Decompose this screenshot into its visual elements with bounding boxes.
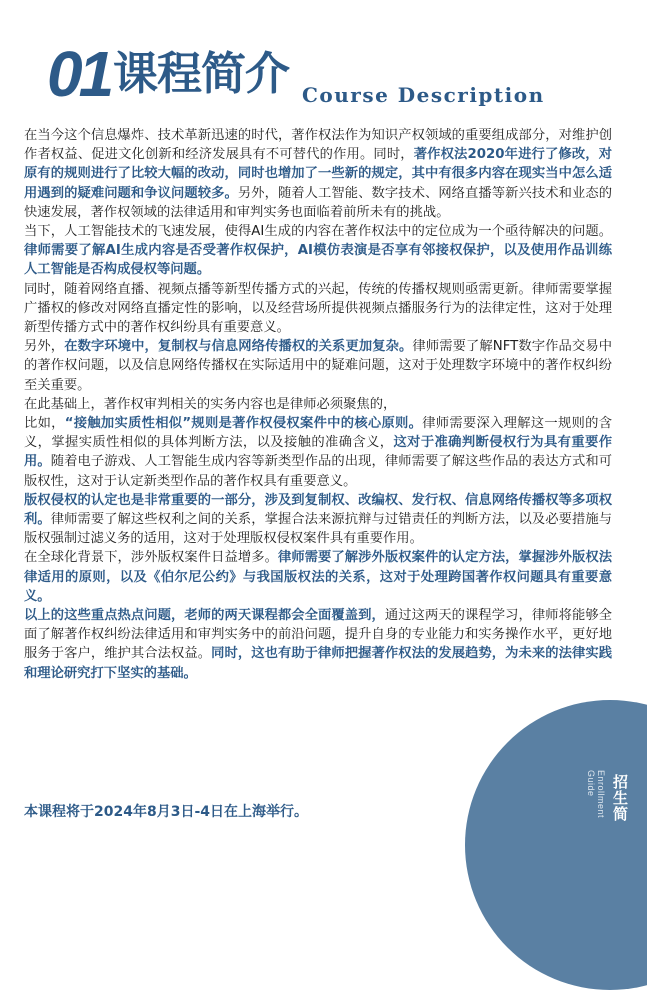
enrollment-brochure-label: 招生简 [611,774,629,822]
paragraph [24,222,612,280]
decorative-circle [465,700,647,990]
section-header [47,34,647,114]
body-text: 另外， [24,339,65,355]
course-description-body [24,126,612,683]
highlighted-text: 在数字环境中，复制权与信息网络传播权的关系更加复杂。 [64,339,413,355]
body-text: 律师需要了解这些权利之间的关系，掌握合法来源抗辩与过错责任的判断方法，以及必要措施与版权强制过滤义务的适用，这对于处理版权侵权案件具有重要作用。 [24,512,613,547]
paragraph [24,395,612,414]
paragraph [24,606,612,683]
highlighted-text: 律师需要了解涉外版权案件的认定方法，掌握涉外版权法律适用的原则，以及《伯尔尼公约》与我国版权法的关系，这对于处理跨国著作权问题具有重要意义。 [24,550,613,604]
section-number: 01 [47,38,111,110]
page-title: 课程简介 [113,47,290,100]
highlighted-text: 版权侵权的认定也是非常重要的一部分，涉及到复制权、改编权、发行权、信息网络传播权等多项权利。 [24,492,612,528]
highlighted-text: 著作权法2020年进行了修改，对原有的规则进行了比较大幅的改动，同时也增加了一些新的规定，其中有很多内容在现实当中怎么适用遇到的疑难问题和争议问题较多。 [24,147,613,201]
paragraph [24,548,612,606]
body-text: 随着电子游戏、人工智能生成内容等新类型作品的出现，律师需要了解这些作品的表达方式和可版权性，这对于认定新类型作品的著作权具有重要意义。 [24,454,613,489]
highlighted-text: 律师需要了解AI生成内容是否受著作权保护，AI模仿表演是否享有邻接权保护，以及使用作品训练人工智能是否构成侵权等问题。 [24,243,612,278]
highlighted-text: 同时，这也有助于律师把握著作权法的发展趋势，为未来的法律实践和理论研究打下坚实的基础。 [24,646,613,681]
body-text: 另外，随着人工智能、数字技术、网络直播等新兴技术和业态的快速发展，著作权领域的法律适用和审判实务也面临着前所未有的挑战。 [24,185,612,220]
body-text: 律师需要深入理解这一规则的含义，掌握实质性相似的具体判断方法，以及接触的准确含义， [24,416,613,451]
enrollment-guide-label: Enrollment Guide [586,770,606,819]
paragraph [24,126,612,222]
course-schedule-note: 本课程将于2024年8月3日-4日在上海举行。 [24,804,308,820]
paragraph [24,491,612,549]
body-text: 比如， [24,416,65,432]
body-text: 在当今这个信息爆炸、技术革新迅速的时代，著作权法作为知识产权领域的重要组成部分，对维护创作者权益、促进文化创新和经济发展具有不可替代的作用。同时， [24,128,612,163]
paragraph [24,280,612,338]
body-text: 在全球化背景下，涉外版权案件日益增多。 [24,550,278,566]
paragraph [24,414,612,491]
body-text: 通过这两天的课程学习，律师将能够全面了解著作权纠纷法律适用和审判实务中的前沿问题，提升自身的专业能力和实务操作水平，更好地服务于客户，维护其合法权益。 [24,608,612,662]
highlighted-text: 以上的这些重点热点问题，老师的两天课程都会全面覆盖到， [24,608,385,624]
paragraph [24,337,612,395]
body-text: 同时，随着网络直播、视频点播等新型传播方式的兴起，传统的传播权规则亟需更新。律师需要掌握广播权的修改对网络直播定性的影响，以及经营场所提供视频点播服务行为的法律定性，这对于处理新型传播方式中的著作权纠纷具有重要意义。 [24,281,612,336]
body-text: 当下，人工智能技术的飞速发展，使得AI生成的内容在著作权法中的定位成为一个亟待解决的问题。 [24,224,612,240]
body-text: 在此基础上，著作权审判相关的实务内容也是律师必须聚焦的， [24,396,397,412]
highlighted-text: 这对于准确判断侵权行为具有重要作用。 [24,435,613,470]
body-text: 律师需要了解NFT数字作品交易中的著作权问题，以及信息网络传播权在实际适用中的疑难问题，这对于处理数字环境中的著作权纠纷至关重要。 [24,339,613,393]
highlighted-text: “接触加实质性相似”规则是著作权侵权案件中的核心原则。 [64,416,423,432]
page-subtitle-en: Course Description [302,83,545,107]
